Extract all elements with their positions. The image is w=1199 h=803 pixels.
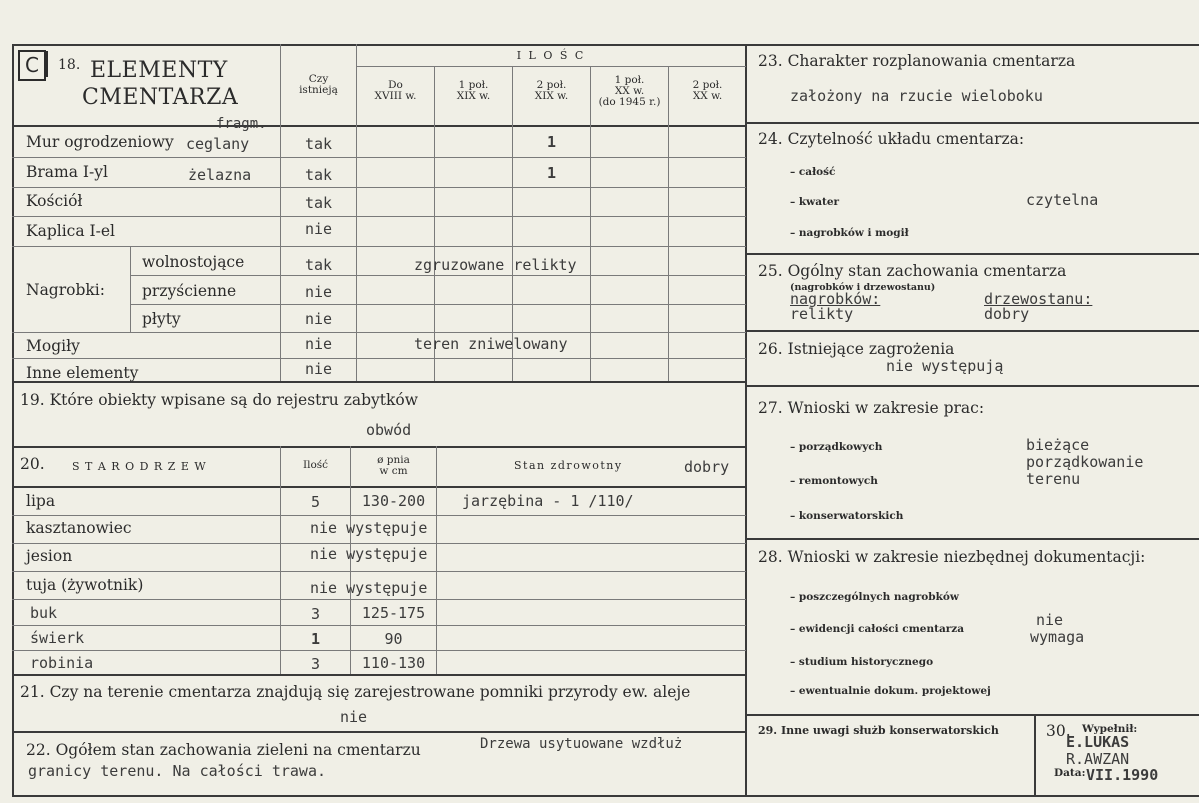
row-nagrobki-sub3-exists: nie bbox=[304, 310, 333, 328]
frame-bottom bbox=[12, 795, 1199, 797]
section-letter-box bbox=[18, 50, 46, 81]
row-brama-label: Brama I-yl bbox=[26, 163, 108, 181]
row-brama-exists: tak bbox=[304, 166, 333, 184]
s21-value: nie bbox=[340, 708, 368, 726]
s19-label: 19. Które obiekty wpisane są do rejestru zabytków bbox=[20, 391, 419, 409]
s30-label: 30. bbox=[1046, 722, 1071, 740]
s28-item-1: – poszczególnych nagrobków bbox=[790, 591, 959, 603]
row-nagrobki-sub1-exists: tak bbox=[304, 256, 333, 274]
row-kaplica-exists: nie bbox=[304, 220, 333, 238]
tree-row-7-name: robinia bbox=[30, 654, 94, 672]
s18-title-2: CMENTARZA bbox=[82, 85, 239, 110]
s24-item-2: – kwater bbox=[790, 196, 840, 208]
col-czy: Czy bbox=[308, 73, 329, 85]
col-header-1: Do XVIII w. bbox=[374, 79, 417, 102]
s25-value-2a: drzewostanu: bbox=[984, 290, 1093, 308]
s25-value-1a: nagrobków: bbox=[790, 290, 881, 308]
s30-name-2: R.AWZAN bbox=[1066, 750, 1130, 768]
tree-row-4-name: tuja (żywotnik) bbox=[26, 576, 144, 594]
row-inne-label: Inne elementy bbox=[26, 364, 139, 382]
row-mur-note1: fragm. bbox=[216, 116, 267, 132]
tree-row-1-extra: jarzębina - 1 /110/ bbox=[462, 492, 634, 510]
s20-stan-value: dobry bbox=[684, 458, 730, 476]
row-mur-label: Mur ogrodzeniowy bbox=[26, 133, 174, 151]
s25-value-2b: dobry bbox=[984, 305, 1030, 323]
s27-value-2: porządkowanie bbox=[1026, 453, 1144, 471]
s28-value-2: wymaga bbox=[1030, 628, 1085, 646]
s30-date: VII.1990 bbox=[1086, 766, 1159, 784]
col-header-5: 2 poł. XX w. bbox=[692, 79, 723, 102]
tree-row-5-name: buk bbox=[30, 604, 58, 622]
tree-row-1-qty: 5 bbox=[310, 493, 321, 511]
s24-label: 24. Czytelność układu cmentarza: bbox=[758, 130, 1025, 148]
s29-label: 29. Inne uwagi służb konserwatorskich bbox=[758, 724, 999, 737]
tree-row-1-name: lipa bbox=[26, 492, 56, 510]
s23-value: założony na rzucie wieloboku bbox=[790, 87, 1043, 105]
s27-value-3: terenu bbox=[1026, 470, 1081, 488]
s20-col-stan: Stan zdrowotny bbox=[514, 459, 623, 472]
col-header-3: 2 poł. XIX w. bbox=[534, 79, 569, 102]
col-header-4: 1 poł. XX w. (do 1945 r.) bbox=[598, 74, 661, 108]
s27-item-2: – remontowych bbox=[790, 475, 878, 487]
s20-col-ilosc: Ilość bbox=[302, 459, 329, 471]
frame-top bbox=[12, 44, 1199, 46]
s20-title: S T A R O D R Z E W bbox=[72, 460, 207, 473]
s24-item-1: – całość bbox=[790, 166, 836, 178]
s27-value-1: bieżące bbox=[1026, 436, 1090, 454]
s28-item-2: – ewidencji całości cmentarza bbox=[790, 623, 965, 635]
s26-value: nie występują bbox=[886, 357, 1004, 375]
row-mur-count: 1 bbox=[546, 133, 557, 151]
s23-label: 23. Charakter rozplanowania cmentarza bbox=[758, 52, 1076, 70]
tree-row-3-name: jesion bbox=[26, 547, 73, 565]
row-mogily-label: Mogiły bbox=[26, 337, 80, 355]
row-inne-exists: nie bbox=[304, 360, 333, 378]
tree-row-6-name: świerk bbox=[30, 629, 85, 647]
s20-col-fi: ø pnia w cm bbox=[377, 454, 410, 477]
tree-row-6-qty: 1 bbox=[310, 630, 321, 648]
row-kosciol-exists: tak bbox=[304, 194, 333, 212]
row-nagrobki-label: Nagrobki: bbox=[26, 281, 105, 299]
s27-item-3: – konserwatorskich bbox=[790, 510, 904, 522]
tree-row-1-diam: 130-200 bbox=[361, 492, 426, 510]
tree-row-2-name: kasztanowiec bbox=[26, 519, 132, 537]
s24-item-3: – nagrobków i mogił bbox=[790, 227, 909, 239]
tree-row-5-diam: 125-175 bbox=[361, 604, 426, 622]
s22-label: 22. Ogółem stan zachowania zieleni na cmentarzu bbox=[26, 741, 421, 759]
row-mogily-note: teren zniwelowany bbox=[414, 335, 568, 353]
s25-sublabel: (nagrobków i drzewostanu) bbox=[790, 282, 936, 293]
s18-title-1: ELEMENTY bbox=[90, 58, 228, 83]
row-mur-note2: ceglany bbox=[186, 135, 250, 153]
s21-label: 21. Czy na terenie cmentarza znajdują się zarejestrowane pomniki przyrody ew. aleje bbox=[20, 683, 691, 701]
section-letter: C bbox=[25, 53, 39, 77]
row-nagrobki-sub1: wolnostojące bbox=[142, 253, 245, 271]
s18-number: 18. bbox=[58, 57, 81, 73]
col-header-2: 1 poł. XIX w. bbox=[456, 79, 491, 102]
s30-filled-by: Wypełnił: bbox=[1082, 723, 1138, 735]
s28-value-1: nie bbox=[1036, 611, 1064, 629]
s26-label: 26. Istniejące zagrożenia bbox=[758, 340, 955, 358]
s28-item-4: – ewentualnie dokum. projektowej bbox=[790, 685, 991, 697]
s24-value: czytelna bbox=[1026, 191, 1099, 209]
row-mur-exists: tak bbox=[304, 135, 333, 153]
row-brama-note: żelazna bbox=[188, 166, 252, 184]
s20-number: 20. bbox=[20, 455, 45, 473]
tree-row-7-qty: 3 bbox=[310, 655, 321, 673]
s30-date-label: Data: bbox=[1054, 767, 1086, 779]
s28-label: 28. Wnioski w zakresie niezbędnej dokumentacji: bbox=[758, 548, 1146, 566]
s27-label: 27. Wnioski w zakresie prac: bbox=[758, 399, 985, 417]
s30-name-1: E.LUKAS bbox=[1066, 733, 1130, 751]
s22-value-2: granicy terenu. Na całości trawa. bbox=[28, 762, 327, 780]
row-nagrobki-sub2: przyścienne bbox=[142, 282, 237, 300]
s25-label: 25. Ogólny stan zachowania cmentarza bbox=[758, 262, 1067, 280]
row-nagrobki-sub3: płyty bbox=[142, 310, 181, 328]
tree-row-4-extra: nie występuje bbox=[310, 579, 428, 597]
s18-header-bottom bbox=[12, 125, 746, 127]
s28-item-3: – studium historycznego bbox=[790, 656, 934, 668]
row-kaplica-label: Kaplica I-el bbox=[26, 222, 115, 240]
row-brama-count: 1 bbox=[546, 164, 557, 182]
col-ilosc: I L O Ś C bbox=[516, 49, 586, 62]
s22-value-1: Drzewa usytuowane wzdłuż bbox=[480, 736, 683, 752]
tree-row-2-extra: nie występuje bbox=[310, 519, 428, 537]
tree-row-5-qty: 3 bbox=[310, 605, 321, 623]
s27-item-1: – porządkowych bbox=[790, 441, 883, 453]
row-mogily-exists: nie bbox=[304, 335, 333, 353]
row-kosciol-label: Kościół bbox=[26, 192, 83, 210]
s19-value: obwód bbox=[366, 421, 412, 439]
tree-row-7-diam: 110-130 bbox=[361, 654, 426, 672]
row-nagrobki-sub1-note: zgruzowane relikty bbox=[414, 256, 577, 274]
s25-value-1b: relikty bbox=[790, 305, 854, 323]
tree-row-3-extra: nie występuje bbox=[310, 545, 428, 563]
col-istnieja: istnieją bbox=[299, 84, 338, 96]
tree-row-6-diam: 90 bbox=[384, 630, 403, 648]
row-nagrobki-sub2-exists: nie bbox=[304, 283, 333, 301]
